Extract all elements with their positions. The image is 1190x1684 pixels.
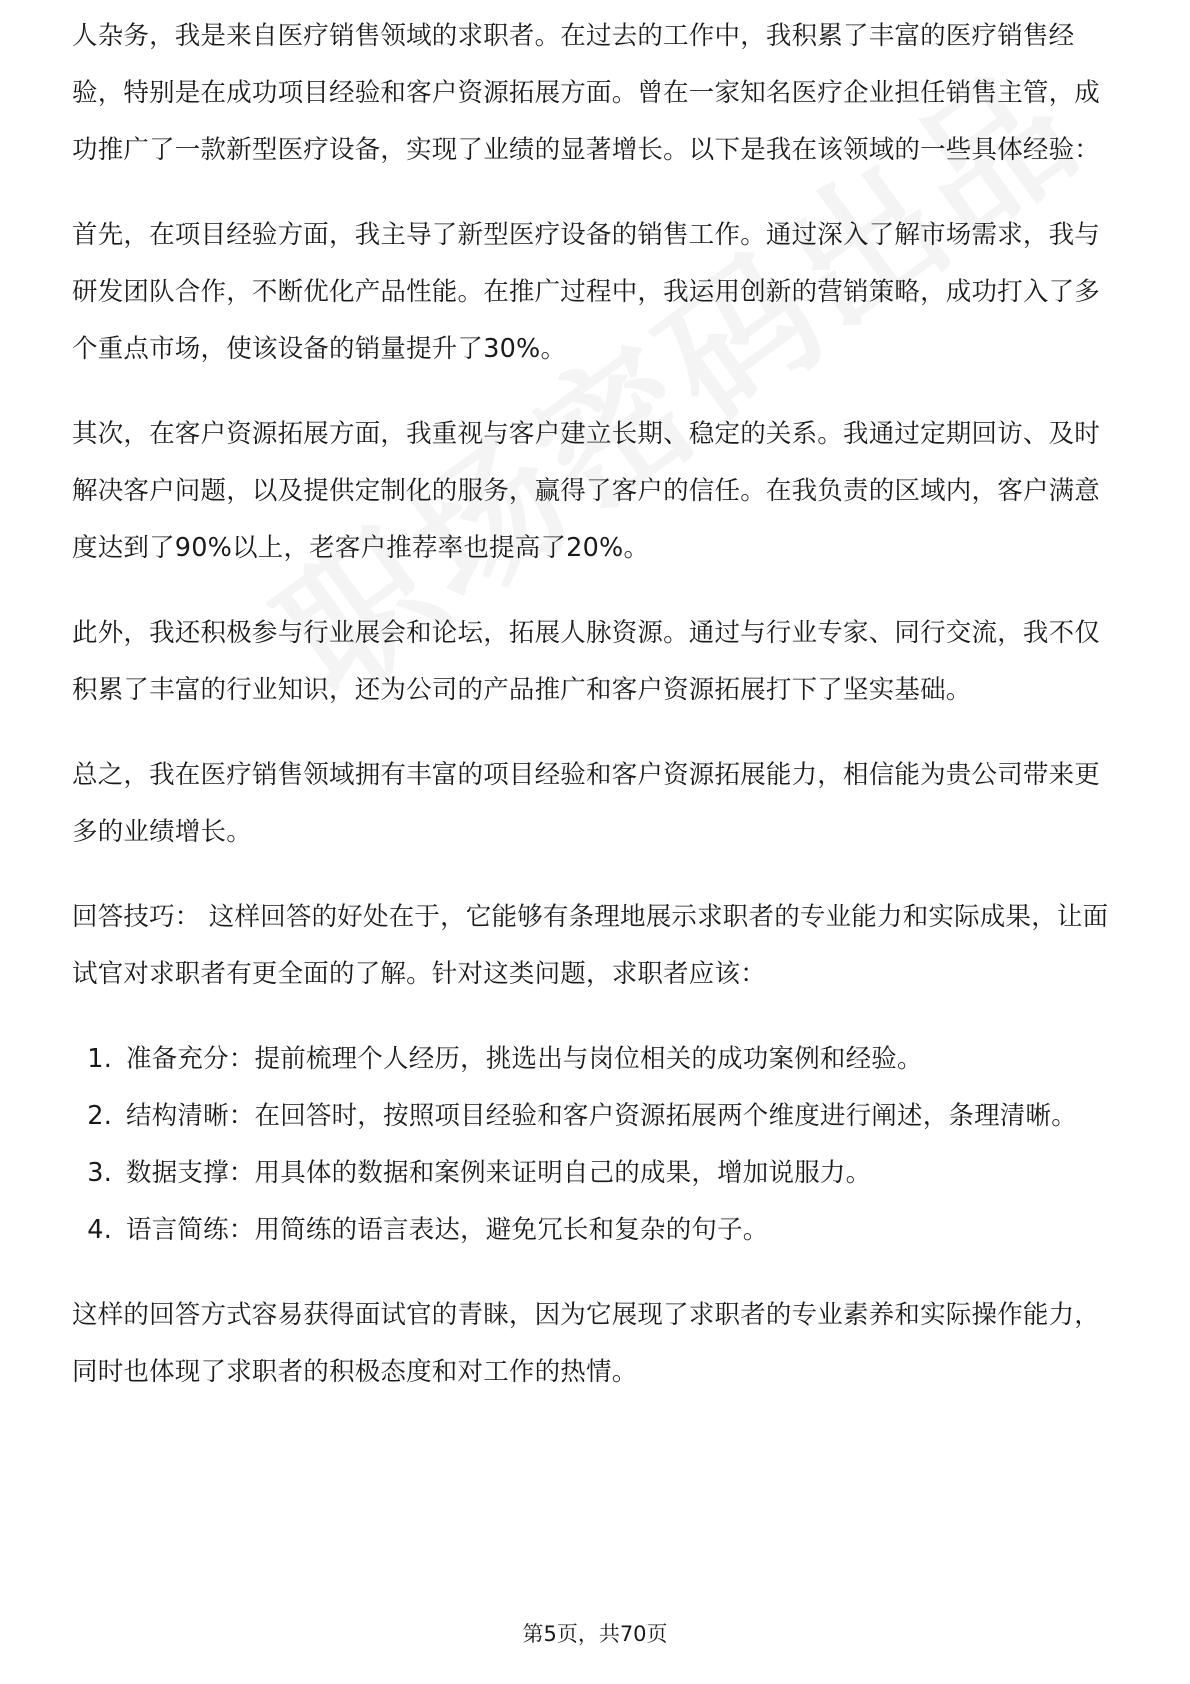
list-item-text: 结构清晰：在回答时，按照项目经验和客户资源拓展两个维度进行阐述，条理清晰。 xyxy=(126,1101,1077,1131)
list-item xyxy=(72,1031,1122,1088)
paragraph-networking: 此外，我还积极参与行业展会和论坛，拓展人脉资源。通过与行业专家、同行交流，我不仅积累了丰富的行业知识，还为公司的产品推广和客户资源拓展打下了坚实基础。 xyxy=(72,618,1101,705)
tips-list xyxy=(72,1031,1122,1259)
document-body xyxy=(72,21,1122,1429)
paragraph-client-resources: 其次，在客户资源拓展方面，我重视与客户建立长期、稳定的关系。我通过定期回访、及时解决客户问题，以及提供定制化的服务，赢得了客户的信任。在我负责的区域内，客户满意度达到了90%以上，老客户推荐率也提高了20%。 xyxy=(72,419,1101,563)
list-item-number: 3. xyxy=(87,1158,112,1188)
list-item xyxy=(72,1145,1122,1202)
list-item xyxy=(72,1202,1122,1259)
list-item-number: 2. xyxy=(87,1101,112,1131)
paragraph-project-experience: 首先，在项目经验方面，我主导了新型医疗设备的销售工作。通过深入了解市场需求，我与研发团队合作，不断优化产品性能。在推广过程中，我运用创新的营销策略，成功打入了多个重点市场，使该设备的销量提升了30%。 xyxy=(72,220,1101,364)
paragraph-answer-tips: 回答技巧： 这样回答的好处在于，它能够有条理地展示求职者的专业能力和实际成果，让面试官对求职者有更全面的了解。针对这类问题，求职者应该： xyxy=(72,902,1109,989)
paragraph-closing: 这样的回答方式容易获得面试官的青睐，因为它展现了求职者的专业素养和实际操作能力，同时也体现了求职者的积极态度和对工作的热情。 xyxy=(72,1300,1101,1387)
paragraph-intro: 人杂务，我是来自医疗销售领域的求职者。在过去的工作中，我积累了丰富的医疗销售经验，特别是在成功项目经验和客户资源拓展方面。曾在一家知名医疗企业担任销售主管，成功推广了一款新型医疗设备，实现了业绩的显著增长。以下是我在该领域的一些具体经验： xyxy=(72,21,1101,165)
list-item xyxy=(72,1088,1122,1145)
list-item-number: 1. xyxy=(87,1044,112,1074)
list-item-number: 4. xyxy=(87,1215,112,1245)
list-item-text: 数据支撑：用具体的数据和案例来证明自己的成果，增加说服力。 xyxy=(126,1158,872,1188)
list-item-text: 准备充分：提前梳理个人经历，挑选出与岗位相关的成功案例和经验。 xyxy=(126,1044,923,1074)
list-item-text: 语言简练：用简练的语言表达，避免冗长和复杂的句子。 xyxy=(126,1215,769,1245)
page-number: 第5页，共70页 xyxy=(522,1622,668,1646)
paragraph-summary: 总之，我在医疗销售领域拥有丰富的项目经验和客户资源拓展能力，相信能为贵公司带来更多的业绩增长。 xyxy=(72,760,1101,847)
